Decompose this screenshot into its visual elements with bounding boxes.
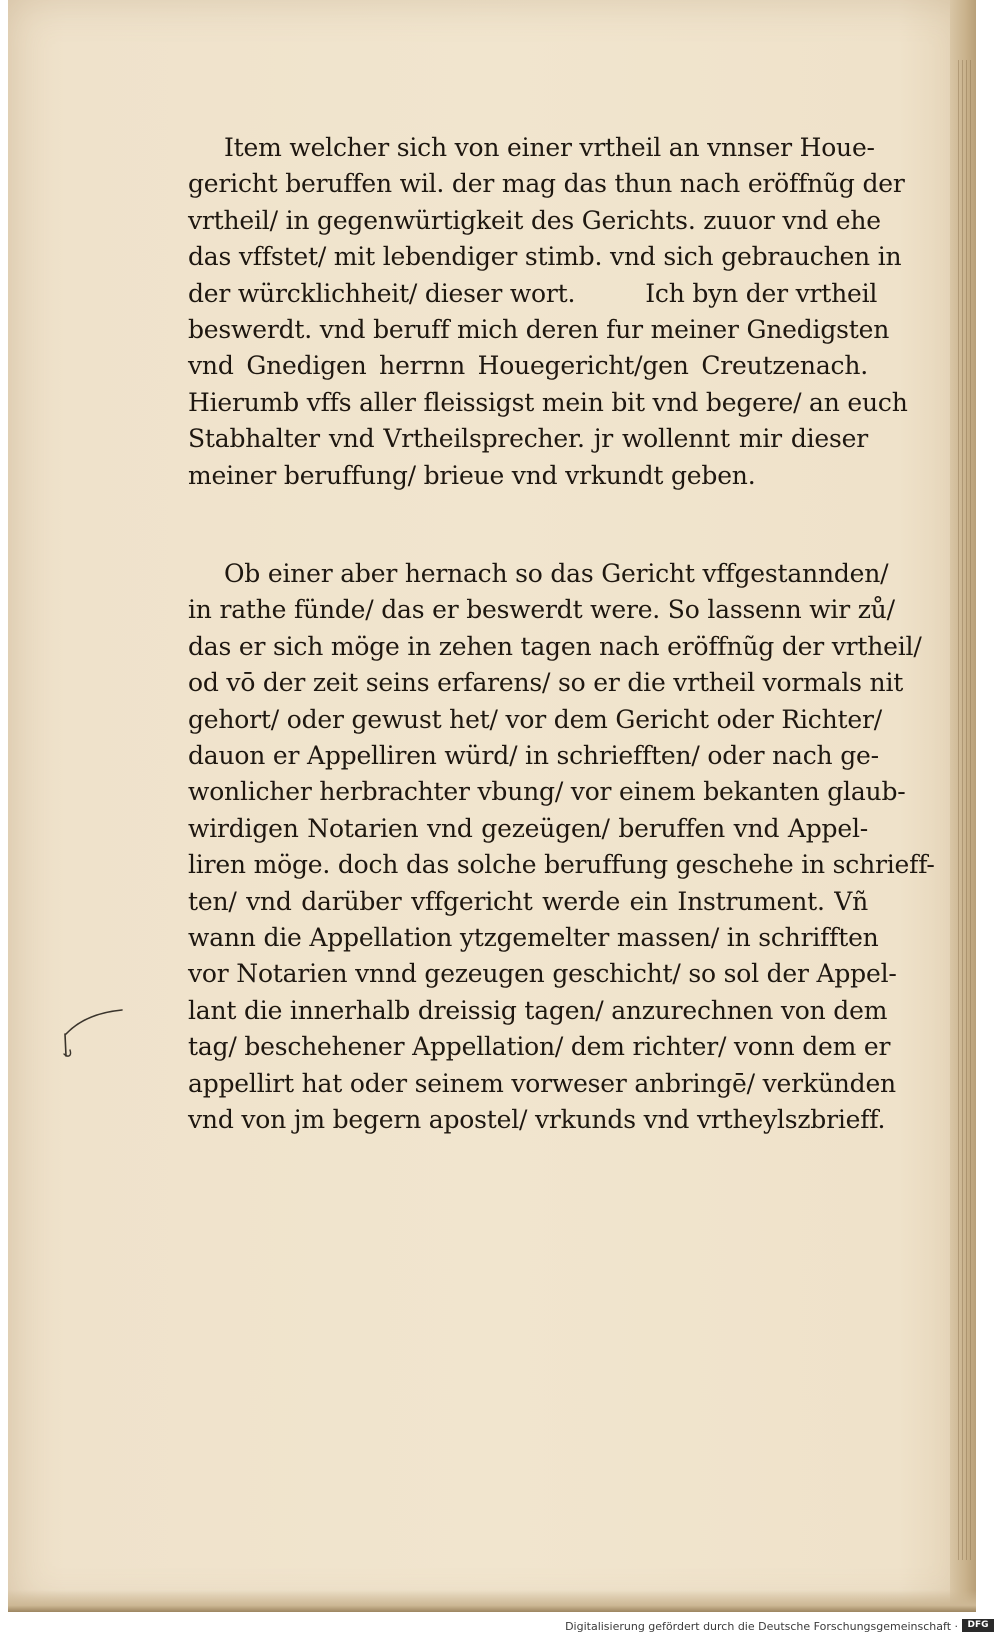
text-line: das vffstet/ mit lebendiger stimb. vnd sich gebrauchen in <box>188 242 902 272</box>
text-line: Ich byn der vrtheil <box>645 278 878 308</box>
text-line: wonlicher herbrachter vbung/ vor einem bekanten glaub- <box>188 777 906 807</box>
text-line: beswerdt. vnd beruff mich deren fur meiner Gnedigsten <box>188 315 890 345</box>
text-line: appellirt hat oder seinem vorweser anbringē/ verkünden <box>188 1068 896 1098</box>
paragraph-1 <box>188 130 908 494</box>
text-line: Hierumb vffs aller fleissigst mein bit vnd begere/ an euch <box>188 387 908 417</box>
text-line: vnd Gnedigen herrnn Houegericht/gen Creutzenach. <box>188 351 868 381</box>
text-line: gericht beruffen wil. der mag das thun nach eröffnũg der <box>188 169 905 199</box>
page-edge <box>950 0 976 1610</box>
text-line: Item welcher sich von einer vrtheil an vnnser Houe- <box>224 133 875 162</box>
text-line: ten/ vnd darüber vffgericht werde ein Instrument. Vñ <box>188 886 868 916</box>
footer-credit: Digitalisierung gefördert durch die Deutsche Forschungsgemeinschaft · <box>565 1620 958 1633</box>
dfg-logo: DFG <box>962 1619 994 1632</box>
text-line: meiner beruffung/ brieue vnd vrkundt geben. <box>188 460 756 490</box>
text-line: wirdigen Notarien vnd gezeügen/ beruffen vnd Appel- <box>188 813 868 843</box>
text-line: das er sich möge in zehen tagen nach eröffnũg der vrtheil/ <box>188 631 922 661</box>
text-line-split <box>188 276 878 312</box>
text-line: od vō der zeit seins erfarens/ so er die vrtheil vormals nit <box>188 668 904 698</box>
text-line: liren möge. doch das solche beruffung geschehe in schrieff- <box>188 850 935 880</box>
text-line: vnd von jm begern apostel/ vrkunds vnd vrtheylszbrieff. <box>188 1105 886 1135</box>
text-line: der würcklichheit/ dieser wort. <box>188 278 576 308</box>
text-line: vrtheil/ in gegenwürtigkeit des Gerichts. zuuor vnd ehe <box>188 205 881 235</box>
text-line: wann die Appellation ytzgemelter massen/ in schrifften <box>188 923 879 953</box>
text-line: lant die innerhalb dreissig tagen/ anzurechnen von dem <box>188 995 888 1025</box>
text-line: gehort/ oder gewust het/ vor dem Gericht oder Richter/ <box>188 704 882 734</box>
text-line: Ob einer aber hernach so das Gericht vffgestannden/ <box>224 559 889 588</box>
text-line: Stabhalter vnd Vrtheilsprecher. jr wollennt mir dieser <box>188 424 868 454</box>
text-line: vor Notarien vnnd gezeugen geschicht/ so sol der Appel- <box>188 959 897 989</box>
page-edge-lines <box>958 60 972 1560</box>
text-line: dauon er Appelliren würd/ in schriefften/ oder nach ge- <box>188 741 879 771</box>
page-bottom-edge <box>8 1590 976 1612</box>
text-line: in rathe fünde/ das er beswerdt were. So lassenn wir zů/ <box>188 595 895 625</box>
margin-pen-mark-icon <box>56 1004 126 1064</box>
paragraph-2 <box>188 556 935 1139</box>
text-line: tag/ beschehener Appellation/ dem richter/ vonn dem er <box>188 1032 891 1062</box>
